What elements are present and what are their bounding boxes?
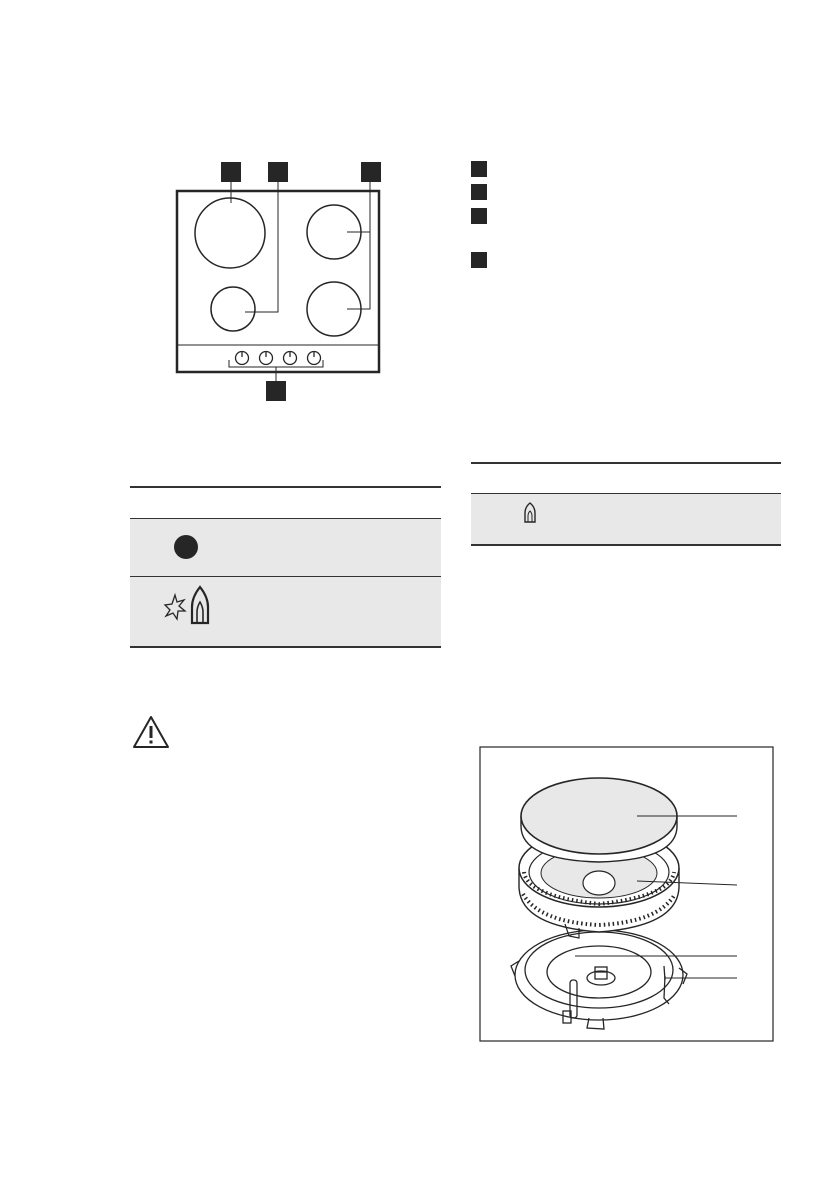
callout-marker-1 bbox=[221, 162, 241, 182]
table-row bbox=[471, 494, 781, 544]
legend-marker-3 bbox=[471, 208, 487, 224]
small-flame-icon bbox=[523, 502, 537, 524]
table-row bbox=[130, 519, 441, 576]
hob-diagram bbox=[170, 155, 390, 410]
legend-marker-2 bbox=[471, 184, 487, 200]
table-row bbox=[130, 577, 441, 646]
callout-marker-3 bbox=[361, 162, 381, 182]
hob-illustration bbox=[170, 155, 390, 410]
burner-cap bbox=[521, 778, 677, 862]
table-top-rule bbox=[130, 486, 441, 488]
spark-flame-icon bbox=[162, 585, 218, 635]
filled-circle-icon bbox=[173, 534, 199, 560]
burner-illustration bbox=[479, 746, 775, 1043]
callout-marker-4 bbox=[266, 381, 286, 401]
warning-triangle-icon bbox=[131, 714, 171, 750]
table-top-rule bbox=[471, 462, 781, 464]
legend-marker-1 bbox=[471, 161, 487, 177]
legend-marker-4 bbox=[471, 252, 487, 268]
callout-marker-2 bbox=[268, 162, 288, 182]
table-bottom-rule bbox=[130, 646, 441, 648]
burner-diagram bbox=[479, 746, 775, 1043]
table-bottom-rule bbox=[471, 544, 781, 546]
